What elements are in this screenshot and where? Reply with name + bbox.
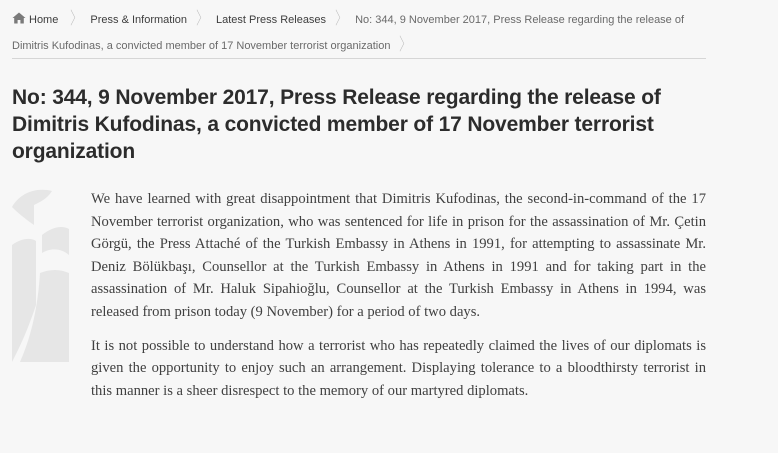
- chevron-right-icon: 〉: [196, 9, 207, 28]
- breadcrumb: [12, 6, 712, 58]
- article-paragraph: It is not possible to understand how a terrorist who has repeatedly claimed the lives of our diplomats is given the opportunity to enjoy such an arrangement. Displaying tolerance to a bloodthirsty terrorist in this manner is a sheer disrespect to the memory of our martyred diplomats.: [91, 337, 706, 399]
- breadcrumb-item-press-information[interactable]: [90, 14, 187, 26]
- breadcrumb-item-latest-press-releases[interactable]: [216, 14, 326, 26]
- breadcrumb-link[interactable]: Latest Press Releases: [216, 14, 327, 26]
- breadcrumb-link[interactable]: Press & Information: [90, 14, 187, 26]
- ministry-logo-watermark-icon: [12, 185, 69, 362]
- breadcrumb-home[interactable]: [12, 14, 61, 26]
- breadcrumb-current-label: No: 344, 9 November 2017, Press Release regarding the release of Dimitris Kufodinas, a convicted member of 17 November terrorist organization: [12, 14, 685, 52]
- chevron-right-icon: 〉: [335, 9, 346, 28]
- chevron-right-icon: 〉: [70, 9, 82, 28]
- chevron-right-icon: 〉: [399, 35, 411, 54]
- home-icon[interactable]: [12, 12, 26, 24]
- article-body: [91, 188, 706, 413]
- breadcrumb-home-link[interactable]: Home: [29, 14, 59, 26]
- article-paragraph: We have learned with great disappointment that Dimitris Kufodinas, the second-in-command of the 17 November terrorist organization, who was sentenced for life in prison for the assassination of Mr. Çetin Görgü, the Press Attaché of the Turkish Embassy in Athens in 1991, for attempting to assassinate Mr. Deniz Bölükbaşı, Counsellor at the Turkish Embassy in Athens in 1991 and for taking part in the assassination of Mr. Haluk Sipahioğlu, Counsellor at the Turkish Embassy in Athens in 1994, was released from prison today (9 November) for a period of two days.: [91, 191, 706, 320]
- page-title: No: 344, 9 November 2017, Press Release regarding the release of Dimitris Kufodinas, a convicted member of 17 November terrorist organization: [12, 86, 661, 163]
- breadcrumb-divider: [12, 58, 706, 59]
